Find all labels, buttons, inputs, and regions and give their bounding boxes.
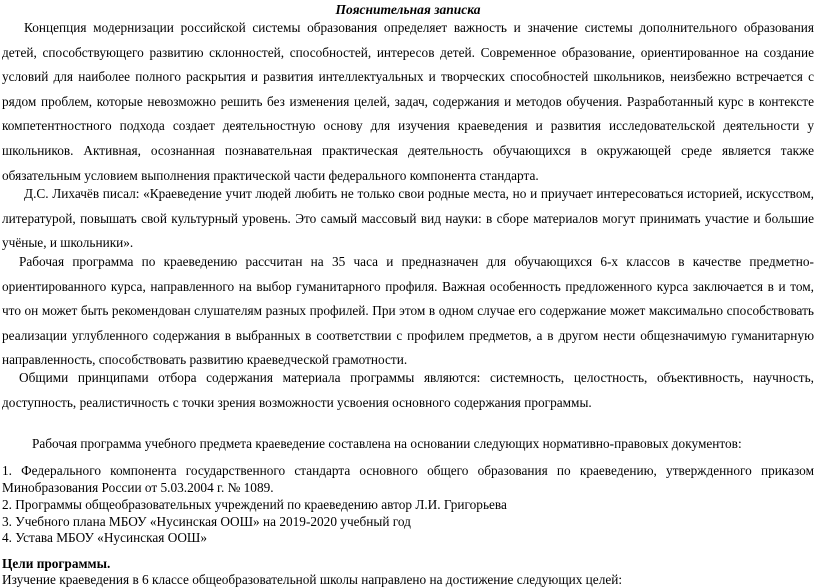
goals-heading: Цели программы. <box>2 556 111 571</box>
normative-basis-intro: Рабочая программа учебного предмета краеведение составлена на основании следующих нормативно-правовых документов: <box>32 436 742 451</box>
paragraph-modernization: Концепция модернизации российской системы образования определяет важность и значение системы дополнительного образования детей, способствующего развитию склонностей, способностей, интересов детей. Современное образование, ориентированное на создание условий для наиболее полного раскрытия и развития интеллектуальных и творческих способностей школьников, неизбежно встречается с рядом проблем, которые невозможно решить без изменения целей, задач, содержания и методов обучения. Разработанный курс в контексте компетентностного подхода создает деятельностную основу для изучения краеведения и развития исследовательской деятельности у школьников. Активная, осознанная познавательная практическая деятельность обучающихся в окружающей среде является также обязательным условием выполнения практической части федерального компонента стандарта. <box>2 20 814 183</box>
document-list-item: 4. Устава МБОУ «Нусинская ООШ» <box>2 530 207 545</box>
goals-intro: Изучение краеведения в 6 классе общеобразовательной школы направлено на достижение следующих целей: <box>2 572 623 587</box>
document-list-item: 1. Федерального компонента государственного стандарта основного общего образования по краеведению, утвержденного приказом Минобразования России от 5.03.2004 г. № 1089. <box>2 463 814 495</box>
paragraph-likhachev-quote: Д.С. Лихачёв писал: «Краеведение учит людей любить не только свои родные места, но и приучает интересоваться историей, искусством, литературой, повышать свой культурный уровень. Это самый массовый вид науки: в сборе материалов могут принимать участие и большие учёные, и школьники». <box>2 186 814 251</box>
paragraph-program-description: Рабочая программа по краеведению рассчитан на 35 часа и предназначен для обучающихся 6-х классов в качестве предметно-ориентированного курса, направленного на выбор гуманитарного профиля. Важная особенность предложенного курса заключается в и том, что он может быть рекомендован слушателям разных профилей. При этом в одном случае его содержание может максимально способствовать реализации углубленного содержания в выбранных в соответствии с профилем предметов, а в другом нести общезначимую гуманитарную направленность, способствовать развитию краеведческой грамотности. <box>2 254 814 368</box>
document-list-item: 2. Программы общеобразовательных учреждений по краеведению автор Л.И. Григорьева <box>2 497 507 512</box>
document-title: Пояснительная записка <box>335 2 481 17</box>
document-list-item: 3. Учебного плана МБОУ «Нусинская ООШ» на 2019-2020 учебный год <box>2 514 411 529</box>
goals-heading-text: Цели программы <box>2 556 107 571</box>
paragraph-selection-principles: Общими принципами отбора содержания материала программы являются: системность, целостность, объективность, научность, доступность, реалистичность с точки зрения возможности усвоения основного содержания программы. <box>2 370 814 410</box>
